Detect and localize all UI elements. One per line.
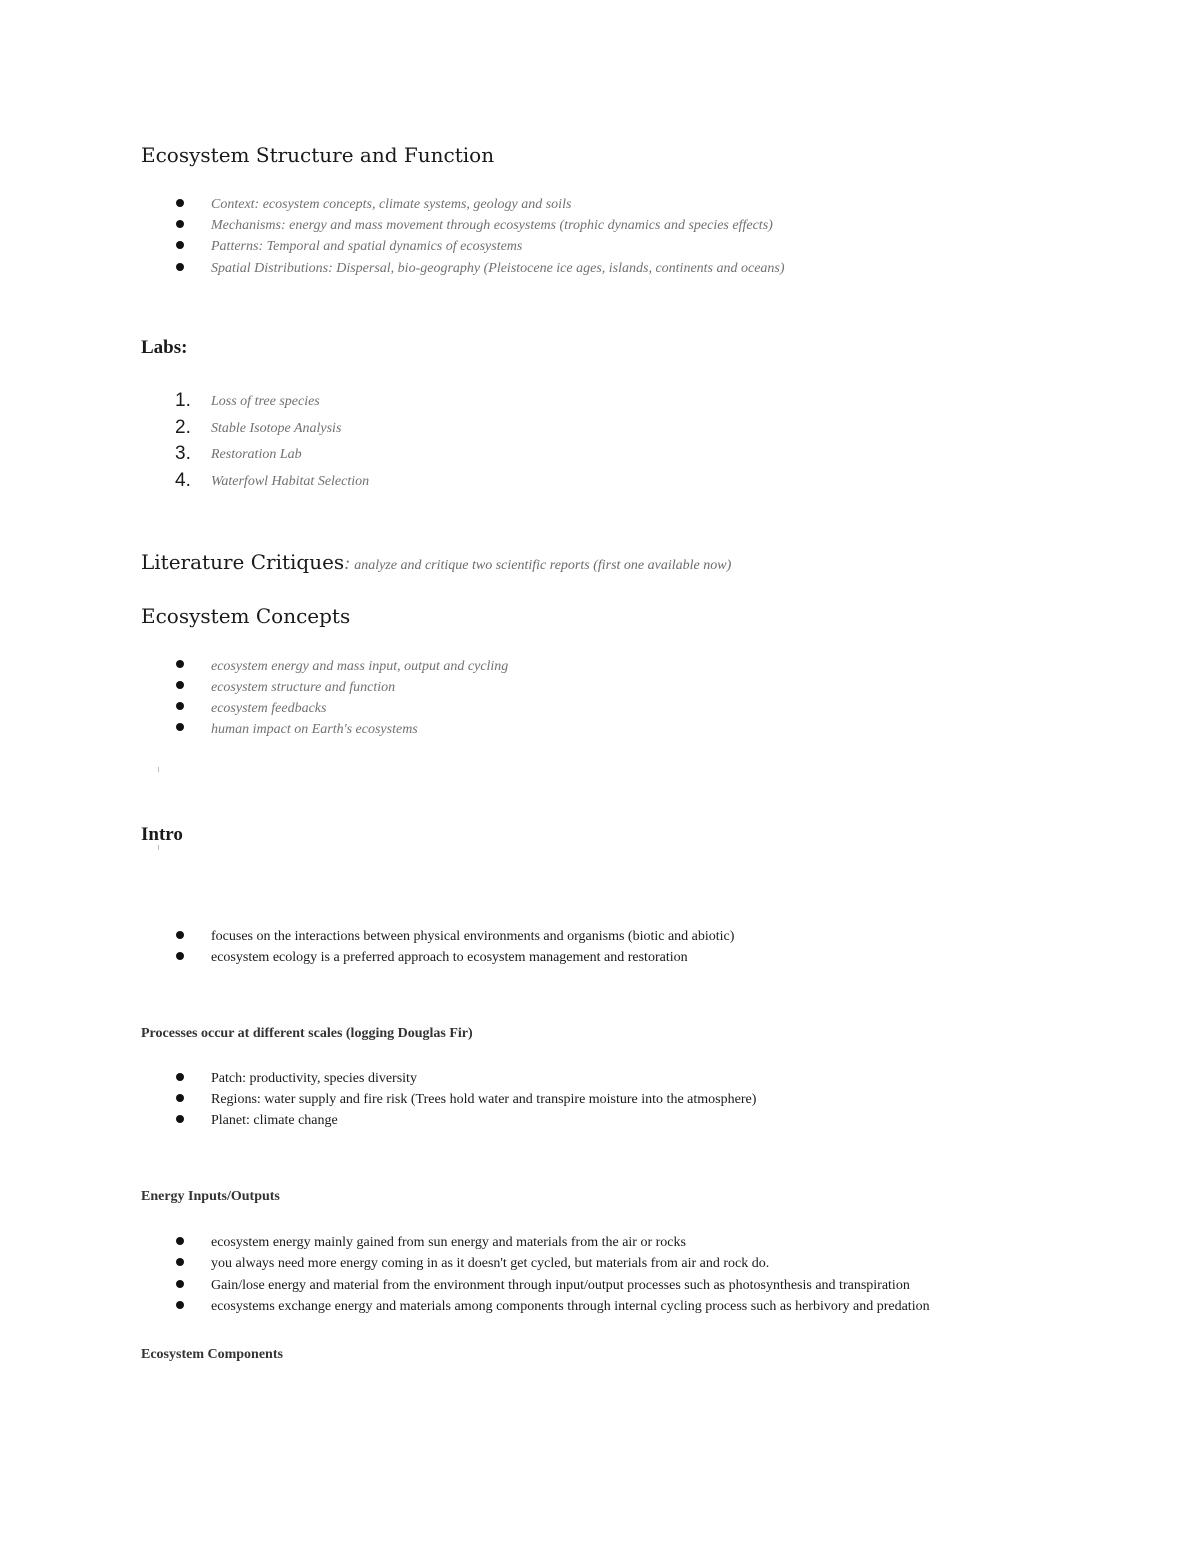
bullet-icon xyxy=(176,1280,184,1288)
bullet-icon xyxy=(176,931,184,939)
list-item: Context: ecosystem concepts, climate systems, geology and soils xyxy=(211,197,572,212)
concepts-heading: Ecosystem Concepts xyxy=(141,604,351,628)
list-item: Regions: water supply and fire risk (Trees hold water and transpire moisture into the atmosphere) xyxy=(211,1092,757,1107)
lab-item: Waterfowl Habitat Selection xyxy=(211,474,370,489)
literature-description: analyze and critique two scientific reports (first one available now) xyxy=(354,558,732,573)
page-title: Ecosystem Structure and Function xyxy=(141,143,495,167)
lab-item: Stable Isotope Analysis xyxy=(211,421,342,436)
literature-section xyxy=(141,550,731,574)
list-item: ecosystem energy mainly gained from sun energy and materials from the air or rocks xyxy=(211,1235,686,1250)
bullet-icon xyxy=(176,263,184,271)
bullet-icon xyxy=(176,241,184,249)
intro-heading: Intro xyxy=(141,824,183,845)
list-number: 2. xyxy=(175,417,191,438)
labs-heading: Labs: xyxy=(141,337,188,358)
bullet-icon xyxy=(176,1258,184,1266)
processes-heading: Processes occur at different scales (logging Douglas Fir) xyxy=(141,1026,473,1041)
bullet-icon xyxy=(176,681,184,689)
list-item: ecosystems exchange energy and materials among components through internal cycling process such as herbivory and predation xyxy=(211,1299,930,1314)
energy-heading: Energy Inputs/Outputs xyxy=(141,1189,280,1204)
list-item: ecosystem energy and mass input, output and cycling xyxy=(211,659,509,674)
lab-item: Restoration Lab xyxy=(211,447,302,462)
bullet-icon xyxy=(176,660,184,668)
list-number: 1. xyxy=(175,390,191,411)
divider-mark xyxy=(158,845,159,850)
list-item: human impact on Earth's ecosystems xyxy=(211,722,418,737)
bullet-icon xyxy=(176,220,184,228)
components-heading: Ecosystem Components xyxy=(141,1347,283,1362)
list-item: Planet: climate change xyxy=(211,1113,338,1128)
bullet-icon xyxy=(176,1073,184,1081)
list-item: Spatial Distributions: Dispersal, bio-geography (Pleistocene ice ages, islands, continents and oceans) xyxy=(211,261,785,276)
literature-heading: Literature Critiques xyxy=(141,550,345,574)
list-item: Gain/lose energy and material from the environment through input/output processes such as photosynthesis and transpiration xyxy=(211,1278,910,1293)
list-item: Mechanisms: energy and mass movement through ecosystems (trophic dynamics and species effects) xyxy=(211,218,773,233)
list-item: focuses on the interactions between physical environments and organisms (biotic and abiotic) xyxy=(211,929,735,944)
list-item: ecosystem structure and function xyxy=(211,680,396,695)
list-item: Patch: productivity, species diversity xyxy=(211,1071,417,1086)
bullet-icon xyxy=(176,702,184,710)
list-number: 4. xyxy=(175,470,191,491)
lab-item: Loss of tree species xyxy=(211,394,320,409)
bullet-icon xyxy=(176,1301,184,1309)
list-item: you always need more energy coming in as it doesn't get cycled, but materials from air and rock do. xyxy=(211,1256,770,1271)
bullet-icon xyxy=(176,952,184,960)
bullet-icon xyxy=(176,723,184,731)
list-item: Patterns: Temporal and spatial dynamics of ecosystems xyxy=(211,239,523,254)
list-item: ecosystem ecology is a preferred approach to ecosystem management and restoration xyxy=(211,950,688,965)
bullet-icon xyxy=(176,1094,184,1102)
bullet-icon xyxy=(176,1237,184,1245)
divider-mark xyxy=(158,767,159,772)
bullet-icon xyxy=(176,1115,184,1123)
literature-colon: : xyxy=(344,553,351,573)
list-number: 3. xyxy=(175,443,191,464)
list-item: ecosystem feedbacks xyxy=(211,701,327,716)
bullet-icon xyxy=(176,199,184,207)
